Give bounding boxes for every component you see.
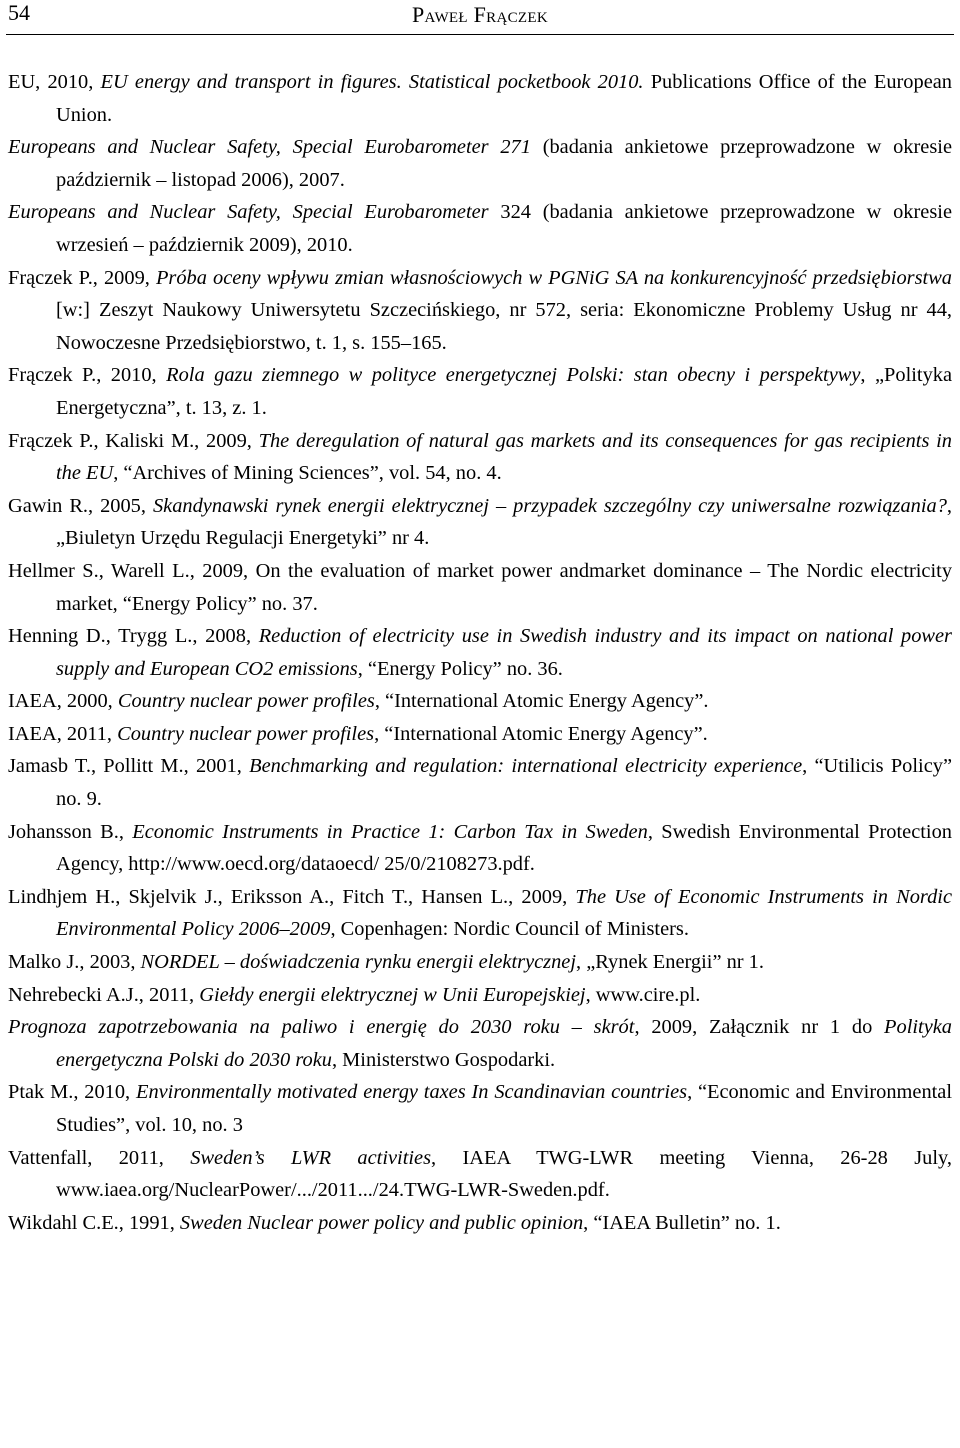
header-rule (6, 34, 954, 35)
reference-entry (8, 816, 952, 881)
reference-entry (8, 750, 952, 815)
reference-text: , www.cire.pl. (585, 983, 701, 1006)
reference-text: , “International Atomic Energy Agency”. (374, 722, 708, 745)
reference-list (8, 66, 952, 1239)
reference-title: Skandynawski rynek energii elektrycznej – przypadek szczególny czy uniwersalne rozwiązania? (152, 494, 947, 517)
reference-text: , Ministerstwo Gospodarki. (331, 1048, 556, 1071)
reference-title: Country nuclear power profiles (117, 722, 375, 745)
reference-text: , Swedish Environmental Protection Agency, http://www.oecd.org/dataoecd/ 25/0/2108273.pdf. (56, 820, 952, 876)
reference-entry (8, 490, 952, 555)
reference-text: , 2009, On the evaluation of market power andmarket dominance – The Nordic electricity market, “Energy Policy” no. 37. (56, 559, 953, 615)
reference-title: Prognoza zapotrzebowania na paliwo i energię do 2030 roku – skrót (8, 1016, 635, 1039)
reference-text: , Copenhagen: Nordic Council of Ministers. (330, 918, 689, 941)
reference-text: , 2010, (96, 364, 167, 387)
reference-entry (8, 131, 952, 196)
reference-text: , “Economic and Environmental Studies”, vol. 10, no. 3 (56, 1081, 953, 1136)
reference-entry (8, 685, 952, 718)
reference-title: NORDEL – doświadczenia rynku energii elektrycznej (140, 951, 577, 974)
reference-entry (8, 1011, 952, 1076)
reference-entry (8, 66, 952, 131)
reference-entry (8, 196, 952, 261)
reference-title: Sweden Nuclear power policy and public opinion (179, 1211, 584, 1234)
reference-text: , „Rynek Energii” nr 1. (576, 951, 764, 974)
reference-text: IAEA, 2011, (8, 722, 118, 745)
reference-text: , 2009, (194, 429, 259, 452)
reference-text: Henning D., Trygg L. (8, 625, 193, 648)
reference-entry (8, 425, 952, 490)
reference-entry (8, 979, 952, 1012)
reference-text: , (118, 820, 133, 843)
reference-entry (8, 1076, 952, 1141)
reference-entry (8, 262, 952, 360)
reference-entry (8, 620, 952, 685)
reference-title: Benchmarking and regulation: international electricity experience (249, 755, 803, 778)
reference-text: (badania ankietowe przeprowadzone w okresie październik – listopad 2006), 2007. (56, 136, 952, 191)
reference-text: , IAEA TWG-LWR meeting Vienna, 26-28 July, www.iaea.org/NuclearPower/.../2011.../24.TWG-LWR-Sweden.pdf. (56, 1146, 953, 1202)
reference-text: , 2001, (183, 755, 250, 778)
reference-text: Ptak M. (8, 1081, 74, 1104)
reference-text: , 2003, (79, 951, 141, 974)
reference-entry (8, 946, 952, 979)
page-header (6, 0, 954, 34)
reference-text: Gawin R. (8, 494, 89, 517)
reference-title: Environmentally motivated energy taxes In Scandinavian countries (135, 1081, 688, 1104)
reference-text: Wikdahl C.E. (8, 1211, 119, 1234)
reference-text: , 2010, (73, 1081, 136, 1104)
reference-title: Country nuclear power profiles (117, 690, 375, 713)
reference-entry (8, 359, 952, 424)
reference-text: Vattenfall, 2011, (8, 1146, 191, 1169)
reference-entry (8, 1142, 952, 1207)
running-head: Paweł Frączek (412, 2, 548, 27)
reference-text: , 2008, (192, 625, 259, 648)
reference-text: , 2005, (88, 494, 153, 517)
reference-text: , „Biuletyn Urzędu Regulacji Energetyki” nr 4. (56, 494, 953, 550)
reference-title: Reduction of electricity use in Swedish industry and its impact on national power supply and European CO2 emissions (56, 625, 952, 680)
reference-text: Frączek P. (8, 364, 97, 387)
reference-text: , “Energy Policy” no. 36. (357, 657, 563, 680)
reference-text: Hellmer S., Warell L. (8, 559, 190, 582)
reference-text: , “IAEA Bulletin” no. 1. (583, 1211, 781, 1234)
reference-text: , 1991, (118, 1211, 180, 1234)
reference-text: 324 (badania ankietowe przeprowadzone w okresie wrzesień – październik 2009), 2010. (56, 201, 952, 256)
reference-text: [w:] Zeszyt Naukowy Uniwersytetu Szczecińskiego, nr 572, seria: Ekonomiczne Problemy Usług nr 44, Nowoczesne Przedsiębiorstwo, t. 1, s. 155–165. (56, 299, 952, 354)
reference-text: Lindhjem H., Skjelvik J., Eriksson A., Fitch T., Hansen L. (8, 885, 509, 908)
reference-title: Economic Instruments in Practice 1: Carbon Tax in Sweden (132, 820, 648, 843)
reference-text: , 2009, (508, 885, 576, 908)
reference-text: Frączek P., Kaliski M. (8, 429, 195, 452)
reference-text: Jamasb T., Pollitt M. (8, 755, 184, 778)
reference-entry (8, 881, 952, 946)
reference-title: Sweden’s LWR activities (190, 1146, 432, 1169)
reference-title: Giełdy energii elektrycznej w Unii Europejskiej (199, 983, 586, 1006)
reference-text: EU, 2010, (8, 71, 101, 93)
reference-text: IAEA, 2000, (8, 690, 118, 713)
reference-text: , 2009, (92, 266, 156, 289)
reference-text: Malko J. (8, 951, 80, 974)
page-number: 54 (8, 0, 30, 25)
reference-text: , “Archives of Mining Sciences”, vol. 54, no. 4. (113, 462, 502, 485)
reference-title: EU energy and transport in figures. Statistical pocketbook 2010. (100, 71, 644, 93)
reference-text: , „Polityka Energetyczna”, t. 13, z. 1. (56, 364, 953, 419)
reference-text: , “International Atomic Energy Agency”. (374, 690, 709, 713)
reference-title: Rola gazu ziemnego w polityce energetycznej Polski: stan obecny i perspektywy (166, 364, 861, 387)
reference-text: Publications Office of the European Union. (56, 71, 952, 126)
reference-text: Johansson B. (8, 820, 119, 843)
reference-title: Polityka energetyczna Polski do 2030 roku (56, 1016, 952, 1071)
reference-entry (8, 1207, 952, 1240)
reference-title: Próba oceny wpływu zmian własnościowych w PGNiG SA na konkurencyjność przedsiębiorstwa (155, 266, 952, 289)
reference-title: The deregulation of natural gas markets and its consequences for gas recipients in the EU (56, 429, 952, 485)
reference-text: , 2009, Załącznik nr 1 do (634, 1016, 885, 1039)
reference-title: Europeans and Nuclear Safety, Special Eurobarometer 271 (8, 136, 531, 159)
reference-text: Frączek P. (8, 266, 93, 289)
reference-text: , “Utilicis Policy” no. 9. (56, 755, 953, 811)
reference-title: The Use of Economic Instruments in Nordic Environmental Policy 2006–2009 (56, 885, 953, 941)
reference-title: Europeans and Nuclear Safety, Special Eurobarometer (8, 201, 489, 224)
reference-entry (8, 718, 952, 751)
reference-text: , 2011, (138, 983, 200, 1006)
reference-entry (8, 555, 952, 620)
reference-text: Nehrebecki A.J. (8, 983, 139, 1006)
